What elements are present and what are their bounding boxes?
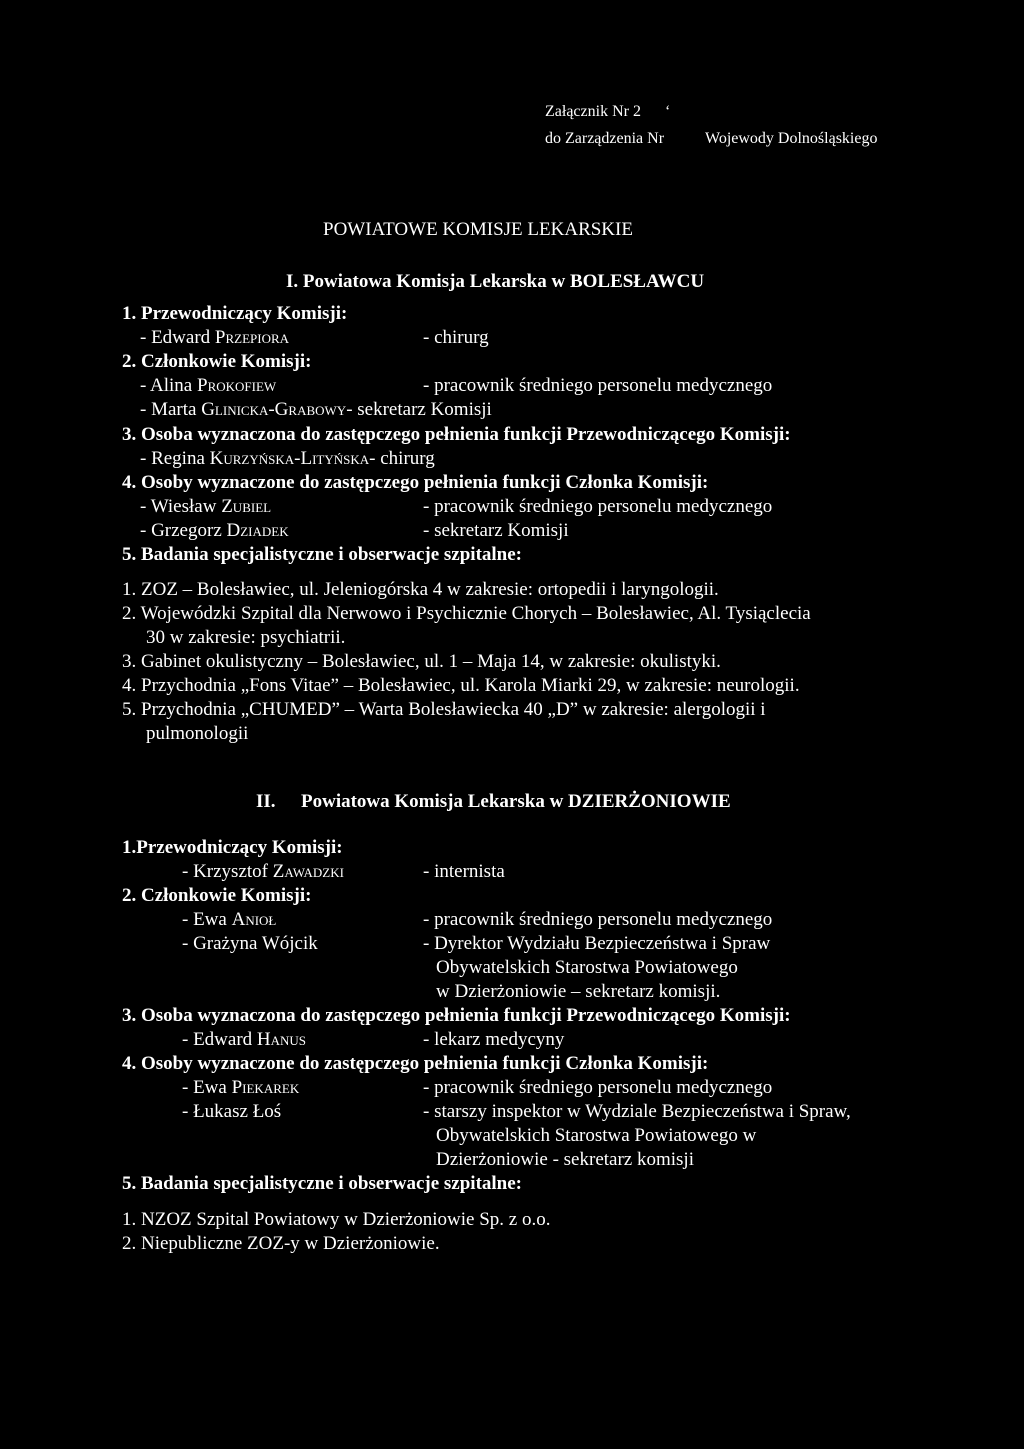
members-heading: 2. Członkowie Komisji: xyxy=(122,351,312,372)
last-name: Przepiora xyxy=(214,327,290,348)
first-name: - Wiesław xyxy=(140,496,217,517)
facility-item: 5. Przychodnia „CHUMED” – Warta Bolesławiecka 40 „D” w zakresie: alergologii i xyxy=(122,699,766,720)
first-name: - Marta xyxy=(140,399,197,420)
deputy-chair-role: - lekarz medycyny xyxy=(423,1029,565,1050)
first-name: - Grzegorz xyxy=(140,520,222,541)
chair-role: - chirurg xyxy=(423,327,489,348)
deputy-members-heading: 4. Osoby wyznaczone do zastępczego pełnienia funkcji Członka Komisji: xyxy=(122,472,709,493)
section-number: II. xyxy=(256,791,276,812)
deputy-chair-heading: 3. Osoba wyznaczona do zastępczego pełnienia funkcji Przewodniczącego Komisji: xyxy=(122,424,791,445)
deputy-member-role: - sekretarz Komisji xyxy=(423,520,569,541)
last-name: Prokofiew xyxy=(197,375,277,396)
last-name: Zubiel xyxy=(221,496,272,517)
member-name xyxy=(182,908,276,932)
first-name: - Edward xyxy=(140,327,211,348)
header-mark: ‘ xyxy=(665,103,671,120)
facility-item: 1. NZOZ Szpital Powiatowy w Dzierżoniowie Sp. z o.o. xyxy=(122,1209,551,1230)
deputy-member-name: - Łukasz Łoś xyxy=(182,1101,282,1122)
deputy-member-name xyxy=(140,495,271,519)
facility-item-continuation: 30 w zakresie: psychiatrii. xyxy=(146,627,346,648)
chair-heading: 1.Przewodniczący Komisji: xyxy=(122,837,343,858)
first-name: - Regina xyxy=(140,448,205,469)
first-name: - Ewa xyxy=(182,1077,227,1098)
deputy-member-role: - pracownik średniego personelu medycznego xyxy=(423,496,773,517)
first-name: - Ewa xyxy=(182,909,227,930)
document-title: POWIATOWE KOMISJE LEKARSKIE xyxy=(323,219,633,240)
facility-item-continuation: pulmonologii xyxy=(146,723,249,744)
deputy-chair-name xyxy=(140,447,435,471)
first-name: - Edward xyxy=(182,1029,253,1050)
last-name: Piekarek xyxy=(231,1077,300,1098)
first-name: - Krzysztof xyxy=(182,861,268,882)
last-name: Glinicka-Grabowy xyxy=(201,399,347,420)
deputy-member-role-continuation: Dzierżoniowie - sekretarz komisji xyxy=(436,1149,694,1170)
member-name xyxy=(140,374,276,398)
last-name: Anioł xyxy=(231,909,277,930)
chair-name xyxy=(182,860,344,884)
last-name: Kurzyńska-Lityńska xyxy=(209,448,370,469)
deputy-chair-name xyxy=(182,1028,306,1052)
member-role-continuation: Obywatelskich Starostwa Powiatowego xyxy=(436,957,738,978)
annex-number: Załącznik Nr 2 xyxy=(545,103,641,120)
first-name: - Alina xyxy=(140,375,193,396)
facility-item: 2. Wojewódzki Szpital dla Nerwowo i Psychicznie Chorych – Bolesławiec, Al. Tysiąclecia xyxy=(122,603,811,624)
member-role: - pracownik średniego personelu medycznego xyxy=(423,375,773,396)
specialist-tests-heading: 5. Badania specjalistyczne i obserwacje szpitalne: xyxy=(122,544,523,565)
member-role: - sekretarz Komisji xyxy=(346,399,492,420)
facility-item: 3. Gabinet okulistyczny – Bolesławiec, ul. 1 – Maja 14, w zakresie: okulistyki. xyxy=(122,651,721,672)
section-title-dzierżoniów: Powiatowa Komisja Lekarska w DZIERŻONIOWIE xyxy=(301,791,731,812)
member-role: - pracownik średniego personelu medycznego xyxy=(423,909,773,930)
deputy-member-name xyxy=(140,519,289,543)
facility-item: 4. Przychodnia „Fons Vitae” – Bolesławiec, ul. Karola Miarki 29, w zakresie: neurologii. xyxy=(122,675,800,696)
deputy-member-role: - pracownik średniego personelu medycznego xyxy=(423,1077,773,1098)
chair-role: - internista xyxy=(423,861,505,882)
facility-item: 2. Niepubliczne ZOZ-y w Dzierżoniowie. xyxy=(122,1233,440,1254)
section-title-bolesławiec: I. Powiatowa Komisja Lekarska w BOLESŁAWCU xyxy=(286,271,705,292)
last-name: Dziadek xyxy=(226,520,289,541)
deputy-members-heading: 4. Osoby wyznaczone do zastępczego pełnienia funkcji Członka Komisji: xyxy=(122,1053,709,1074)
last-name: Zawadzki xyxy=(272,861,344,882)
chair-name xyxy=(140,326,289,350)
last-name: Hanus xyxy=(256,1029,307,1050)
deputy-chair-heading: 3. Osoba wyznaczona do zastępczego pełnienia funkcji Przewodniczącego Komisji: xyxy=(122,1005,791,1026)
member-name xyxy=(140,398,492,422)
member-role: - Dyrektor Wydziału Bezpieczeństwa i Spraw xyxy=(423,933,771,954)
deputy-member-role-continuation: Obywatelskich Starostwa Powiatowego w xyxy=(436,1125,757,1146)
deputy-chair-role: - chirurg xyxy=(369,448,435,469)
member-role-continuation: w Dzierżoniowie – sekretarz komisji. xyxy=(436,981,721,1002)
member-name: - Grażyna Wójcik xyxy=(182,933,318,954)
ordinance-reference: do Zarządzenia Nr xyxy=(545,130,665,147)
issuer: Wojewody Dolnośląskiego xyxy=(705,130,878,147)
chair-heading: 1. Przewodniczący Komisji: xyxy=(122,303,348,324)
specialist-tests-heading: 5. Badania specjalistyczne i obserwacje szpitalne: xyxy=(122,1173,523,1194)
members-heading: 2. Członkowie Komisji: xyxy=(122,885,312,906)
facility-item: 1. ZOZ – Bolesławiec, ul. Jeleniogórska 4 w zakresie: ortopedii i laryngologii. xyxy=(122,579,719,600)
deputy-member-role: - starszy inspektor w Wydziale Bezpieczeństwa i Spraw, xyxy=(423,1101,851,1122)
deputy-member-name xyxy=(182,1076,299,1100)
